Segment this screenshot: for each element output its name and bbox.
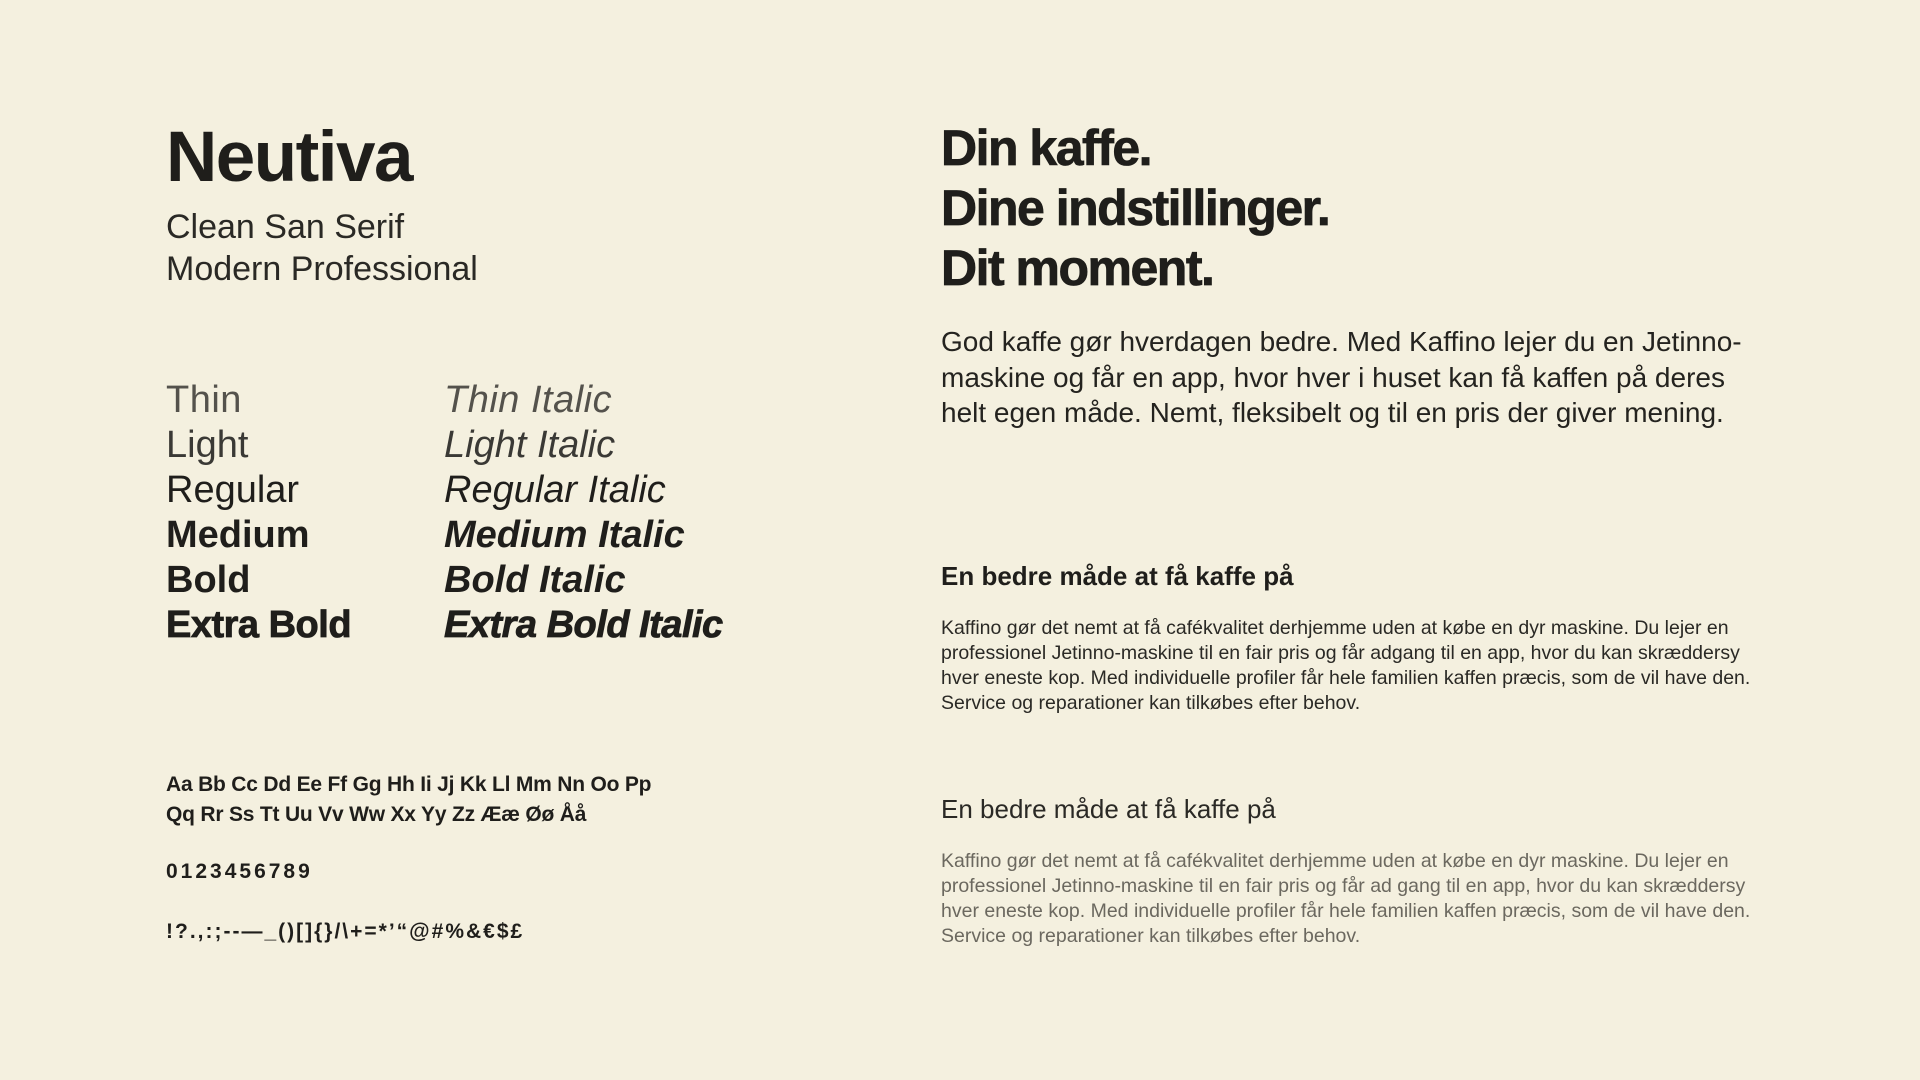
weight-light: Light: [166, 424, 249, 466]
section-heading: En bedre måde at få kaffe på: [941, 561, 1294, 591]
weight-bold-italic: Bold Italic: [444, 559, 626, 601]
font-intro: [166, 118, 866, 290]
section-body: Kaffino gør det nemt at få cafékvalitet derhjemme uden at købe en dyr maskine. Du lejer en professionel Jetinno-maskine til en fair pris og får ad gang til en app, hvor du kan skræddersy hver eneste kop. Med individuelle profiler får hele familien kaffen præcis, som de vil have den. Service og reparationer kan tilkøbes efter behov.: [941, 850, 1751, 947]
section-light-sample: [941, 793, 1761, 949]
section-body: Kaffino gør det nemt at få cafékvalitet derhjemme uden at købe en dyr maskine. Du lejer en professionel Jetinno-maskine til en fair pris og får adgang til en app, hvor du kan skræddersy hver eneste kop. Med individuelle profiler får hele familien kaffen præcis, som de vil have den. Service og reparationer kan tilkøbes efter behov.: [941, 617, 1751, 714]
weight-thin-italic: Thin Italic: [444, 379, 613, 421]
section-heading: En bedre måde at få kaffe på: [941, 794, 1276, 824]
headline-line: Dit moment.: [941, 240, 1214, 296]
weight-regular: Regular: [166, 469, 300, 511]
headline: [941, 118, 1781, 298]
subtitle-line: Clean San Serif: [166, 208, 405, 246]
numbers-specimen: 0123456789: [166, 860, 313, 883]
weight-medium-italic: Medium Italic: [444, 514, 685, 556]
weight-thin: Thin: [166, 379, 242, 421]
symbols-specimen: !?.,:;--—_()[]{}/\+=*’“@#%&€$£: [166, 920, 525, 943]
weight-extra-bold: Extra Bold: [166, 604, 352, 646]
weight-medium: Medium: [166, 514, 310, 556]
alphabet-line: Qq Rr Ss Tt Uu Vv Ww Xx Yy Zz Ææ Øø Åå: [166, 803, 587, 826]
font-subtitle: [166, 206, 866, 290]
weight-light-italic: Light Italic: [444, 424, 616, 466]
font-weights-grid: [166, 378, 786, 648]
weight-regular-italic: Regular Italic: [444, 469, 666, 511]
alphabet-specimen: [166, 770, 786, 830]
weight-extra-bold-italic: Extra Bold Italic: [444, 604, 723, 646]
weight-bold: Bold: [166, 559, 251, 601]
sample-copy: [941, 118, 1781, 431]
section-bold-sample: [941, 560, 1761, 716]
alphabet-line: Aa Bb Cc Dd Ee Ff Gg Hh Ii Jj Kk Ll Mm Nn Oo Pp: [166, 773, 652, 796]
headline-line: Dine indstillinger.: [941, 180, 1330, 236]
font-name-title: Neutiva: [166, 118, 412, 197]
lead-paragraph: God kaffe gør hverdagen bedre. Med Kaffino lejer du en Jetinno-maskine og får en app, hvor hver i huset kan få kaffen på deres helt egen måde. Nemt, fleksibelt og til en pris der giver mening.: [941, 326, 1742, 428]
subtitle-line: Modern Professional: [166, 250, 478, 288]
headline-line: Din kaffe.: [941, 120, 1152, 176]
